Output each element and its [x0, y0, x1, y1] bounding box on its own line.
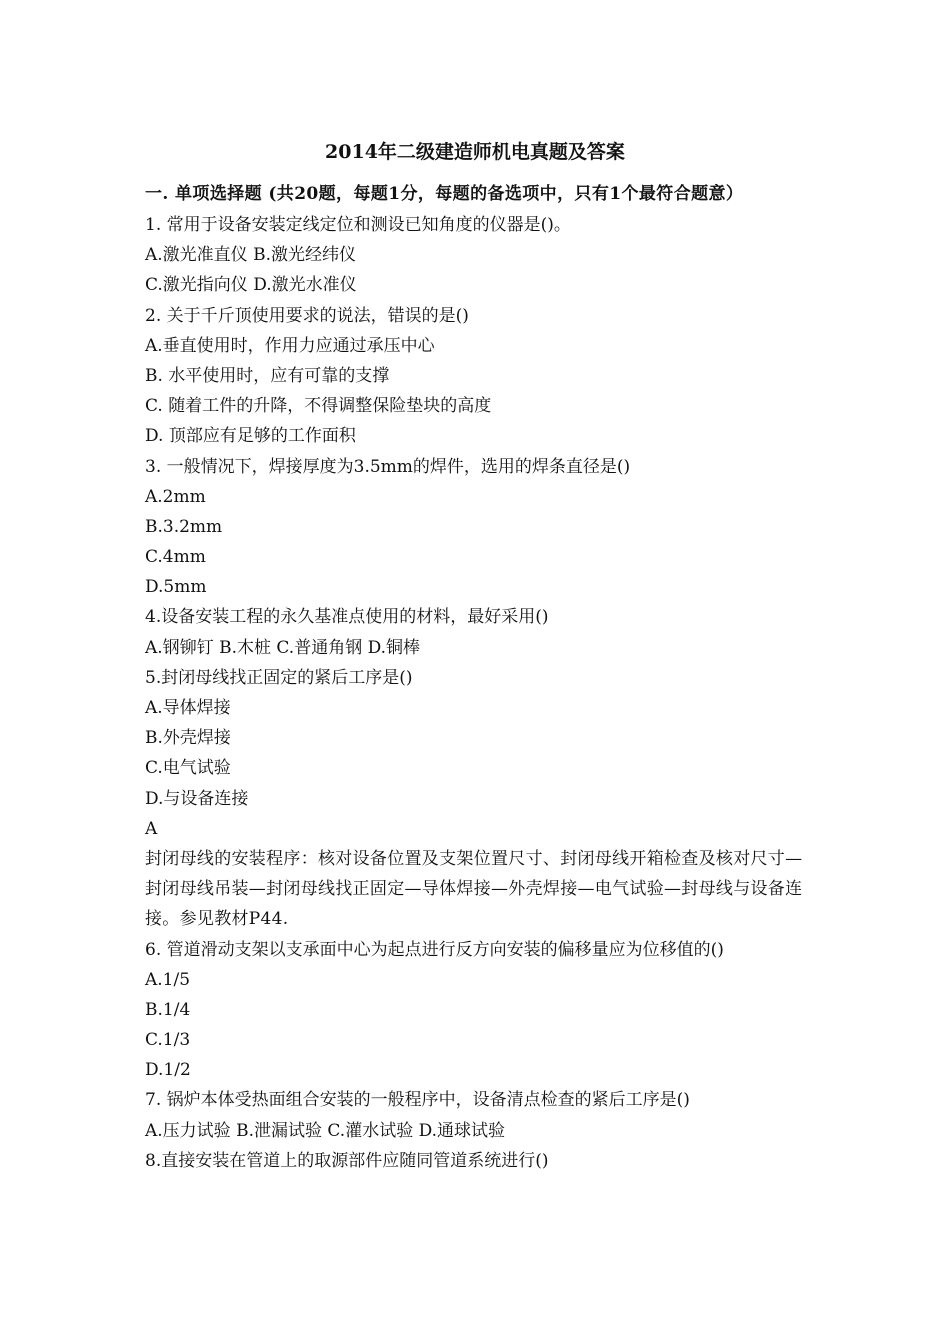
text-line: A.压力试验 B.泄漏试验 C.灌水试验 D.通球试验	[145, 1120, 506, 1141]
text-line: B.3.2mm	[145, 516, 223, 537]
text-line: D.1/2	[145, 1060, 191, 1081]
text-line: C.1/3	[145, 1030, 191, 1051]
text-line: 2. 关于千斤顶使用要求的说法，错误的是()	[145, 305, 469, 326]
text-line: A.激光准直仪 B.激光经纬仪	[145, 245, 356, 266]
text-line: B. 水平使用时，应有可靠的支撑	[145, 365, 390, 386]
text-line: A.导体焊接	[145, 698, 231, 718]
answer-line: A	[145, 818, 158, 839]
section-heading: 一. 单项选择题 (共20题，每题1分，每题的备选项中，只有1个最符合题意）	[145, 184, 744, 204]
text-line: C.激光指向仪 D.激光水准仪	[145, 275, 357, 296]
text-line: D.与设备连接	[145, 788, 249, 809]
text-line: B.外壳焊接	[145, 728, 231, 749]
document-title: 2014年二级建造师机电真题及答案	[325, 141, 625, 163]
text-line: D.5mm	[145, 577, 207, 598]
text-line: C.电气试验	[145, 758, 231, 779]
text-line: 8.直接安装在管道上的取源部件应随同管道系统进行()	[145, 1150, 549, 1171]
text-line: D. 顶部应有足够的工作面积	[145, 426, 356, 447]
text-line: 5.封闭母线找正固定的紧后工序是()	[145, 667, 413, 688]
document-body	[145, 179, 810, 1176]
text-line: 1. 常用于设备安装定线定位和测设已知角度的仪器是()。	[145, 215, 571, 235]
text-line: 6. 管道滑动支架以支承面中心为起点进行反方向安装的偏移量应为位移值的()	[145, 939, 724, 960]
text-line: B.1/4	[145, 999, 191, 1020]
text-line: A.钢铆钉 B.木桩 C.普通角钢 D.铜棒	[145, 637, 421, 658]
text-line: A.垂直使用时，作用力应通过承压中心	[145, 335, 435, 356]
text-line: 4.设备安装工程的永久基准点使用的材料，最好采用()	[145, 607, 549, 628]
text-line: C. 随着工件的升降，不得调整保险垫块的高度	[145, 396, 492, 417]
text-line: 7. 锅炉本体受热面组合安装的一般程序中，设备清点检查的紧后工序是()	[145, 1090, 690, 1111]
text-line: C.4mm	[145, 547, 206, 568]
explanation-paragraph: 封闭母线的安装程序：核对设备位置及支架位置尺寸、封闭母线开箱检查及核对尺寸—封闭母线吊装—封闭母线找正固定—导体焊接—外壳焊接—电气试验—封母线与设备连接。参见教材P44.	[145, 848, 803, 930]
text-line: A.1/5	[145, 969, 191, 990]
text-line: A.2mm	[145, 486, 206, 507]
text-line: 3. 一般情况下，焊接厚度为3.5mm的焊件，选用的焊条直径是()	[145, 456, 631, 477]
